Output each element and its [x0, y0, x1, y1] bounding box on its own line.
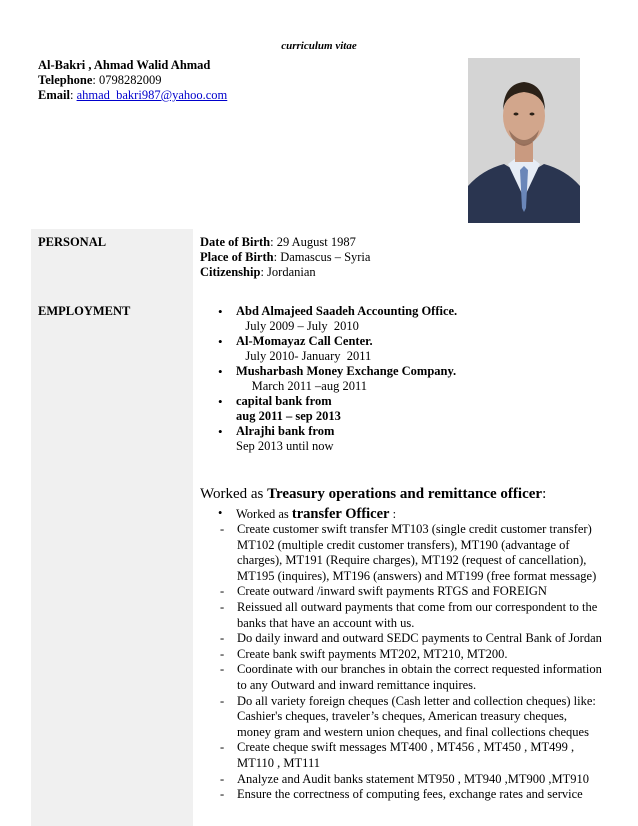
duty-item: - Create outward /inward swift payments RTGS and FOREIGN — [218, 584, 603, 600]
sub-role-suffix: : — [389, 507, 397, 521]
job-title: Musharbash Money Exchange Company. — [236, 364, 457, 378]
employment-list — [218, 304, 618, 454]
job-dates: July 2010- January 2011 — [236, 349, 372, 363]
job-dates: July 2009 – July 2010 — [236, 319, 359, 333]
duty-item: - Create cheque swift messages MT400 , MT456 , MT450 , MT499 , MT110 , MT111 — [218, 740, 603, 771]
section-label-employment: EMPLOYMENT — [38, 304, 131, 318]
job-dates: March 2011 –aug 2011 — [236, 379, 367, 393]
email-link[interactable]: ahmad_bakri987@yahoo.com — [76, 88, 228, 102]
dob-label: Date of Birth — [200, 235, 271, 249]
role-title: Treasury operations and remittance officer — [267, 486, 543, 502]
role-suffix: : — [542, 486, 547, 502]
duty-item: - Coordinate with our branches in obtain the correct requested information to any Outward and inward remittance inquires. — [218, 662, 603, 693]
duty-item: - Do daily inward and outward SEDC payments to Central Bank of Jordan — [218, 631, 603, 647]
role-prefix: Worked as — [200, 486, 268, 502]
phone-line — [38, 73, 227, 88]
job-title: Al-Momayaz Call Center. — [236, 334, 373, 348]
duty-item: - Reissued all outward payments that come from our correspondent to the banks that have an account with us. — [218, 600, 603, 631]
applicant-name: Al-Bakri , Ahmad Walid Ahmad — [38, 58, 211, 72]
dob-value: : 29 August 1987 — [270, 235, 356, 249]
duty-item: - Analyze and Audit banks statement MT950 , MT940 ,MT900 ,MT910 — [218, 772, 603, 788]
duties-list — [218, 522, 603, 803]
section-label-personal: PERSONAL — [38, 235, 107, 249]
job-title: Abd Almajeed Saadeh Accounting Office. — [236, 304, 458, 318]
duty-item: - Create bank swift payments MT202, MT210, MT200. — [218, 647, 603, 663]
contact-block — [38, 58, 227, 103]
email-line — [38, 88, 227, 103]
citizenship-value: : Jordanian — [260, 265, 316, 279]
personal-details — [200, 235, 370, 280]
email-separator: : — [69, 88, 77, 102]
sub-role-title: transfer Officer — [291, 506, 390, 522]
sub-role-heading — [218, 506, 396, 523]
sub-role-prefix: Worked as — [236, 507, 292, 521]
job-item — [218, 334, 618, 364]
duty-item: - Ensure the correctness of computing fees, exchange rates and service — [218, 787, 603, 803]
phone-label: Telephone — [38, 73, 93, 87]
pob-line — [200, 250, 370, 265]
document-title: curriculum vitae — [281, 40, 357, 52]
portrait-illustration — [468, 58, 580, 223]
pob-value: : Damascus – Syria — [273, 250, 371, 264]
profile-photo — [468, 58, 580, 223]
job-title: Alrajhi bank from — [236, 424, 335, 438]
job-dates: Sep 2013 until now — [236, 439, 334, 453]
duty-item: - Create customer swift transfer MT103 (single credit customer transfer) MT102 (multiple credit customer transfers), MT190 (advantage of charges), MT191 (Require charges), MT192 (request of cancellation), MT195 (inquires), MT196 (answers) and MT199 (free format message) — [218, 522, 603, 584]
citizenship-label: Citizenship — [200, 265, 261, 279]
job-item — [218, 394, 618, 424]
phone-value: : 0798282009 — [92, 73, 162, 87]
duty-item: - Do all variety foreign cheques (Cash letter and collection cheques) like: Cashier's cheques, traveler’s cheques, American treasury cheques, money gram and western union cheques, and final collections cheques — [218, 694, 603, 741]
job-item — [218, 304, 618, 334]
bullet-icon: • — [218, 506, 223, 520]
job-item — [218, 424, 618, 454]
role-heading — [200, 486, 546, 503]
email-label: Email — [38, 88, 70, 102]
job-title: capital bank from — [236, 394, 332, 408]
job-item — [218, 364, 618, 394]
dob-line — [200, 235, 370, 250]
pob-label: Place of Birth — [200, 250, 274, 264]
citizenship-line — [200, 265, 370, 280]
job-dates: aug 2011 – sep 2013 — [236, 409, 341, 423]
